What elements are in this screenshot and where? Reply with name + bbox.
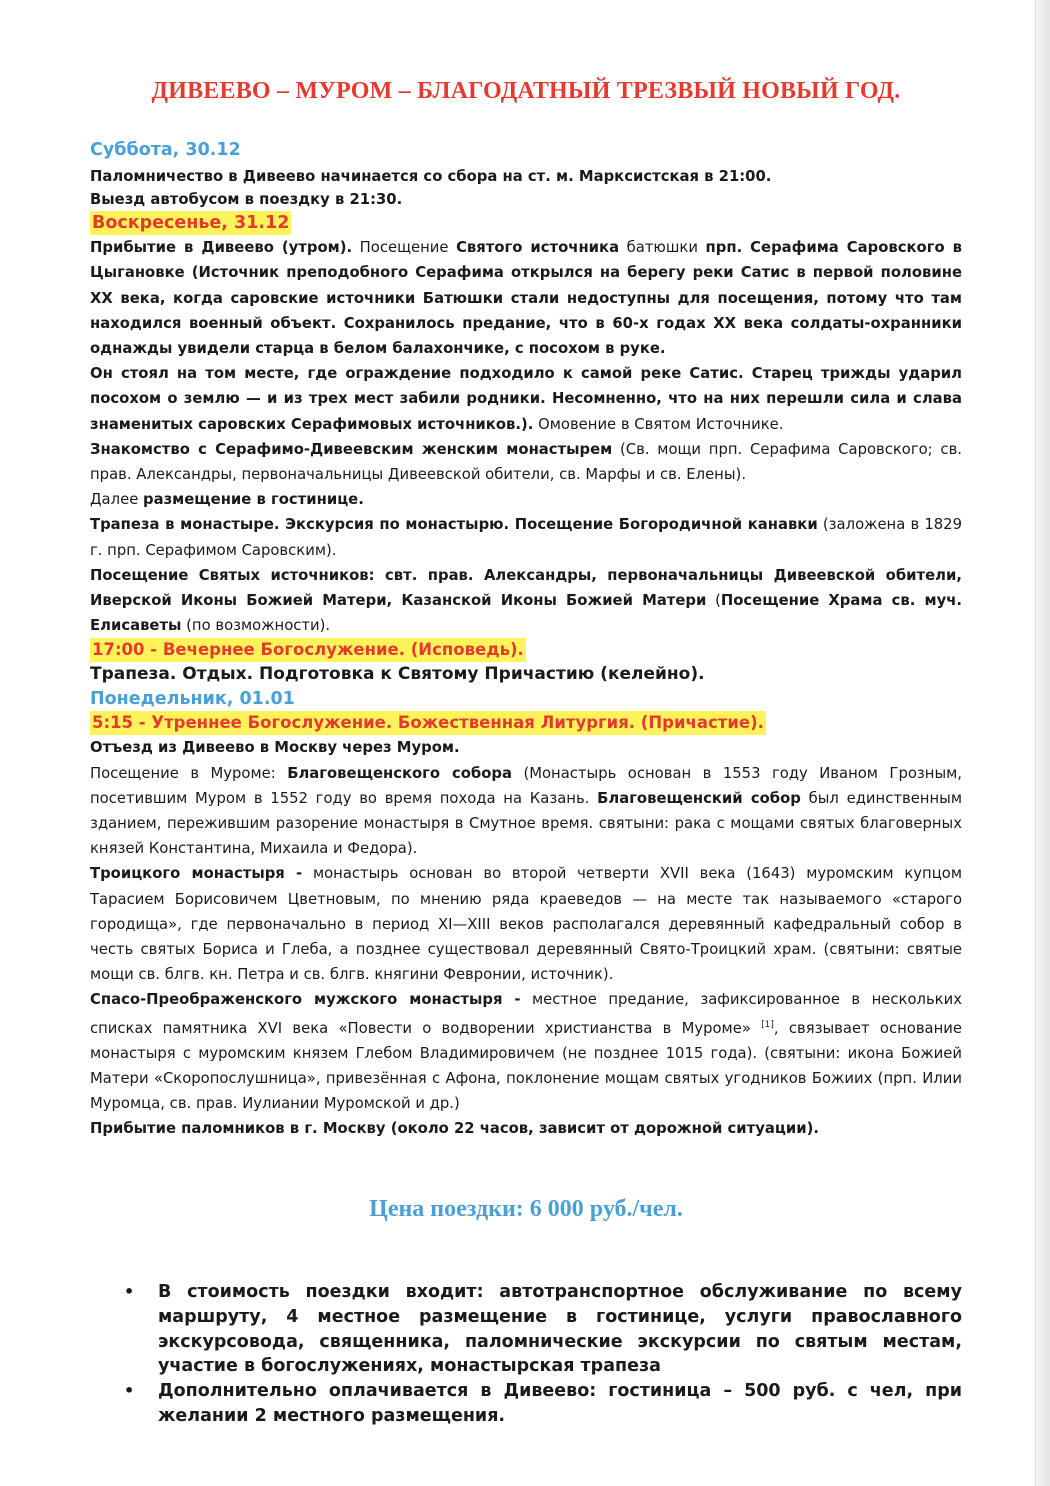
sunday-legend-paragraph [90, 361, 962, 437]
price-details-list [90, 1280, 962, 1429]
sunday-meal-paragraph [90, 512, 962, 562]
annunciation-cathedral: Благовещенского собора [287, 764, 512, 782]
springs-text: Посещение Святых источников: свт. прав. Александры, первоначальницы Дивеевской обители, Иверской Иконы Божией Матери, Казанской Иконы Божией Матери [90, 566, 962, 610]
monastery-visit: Знакомство с Серафимо-Дивеевским женским монастырем [90, 440, 613, 458]
day-heading-sunday: Воскресенье, 31.12 [92, 213, 290, 234]
church-text: Посещение Храма св. муч. Елисаветы [90, 592, 962, 635]
visit-text: Посещение [352, 239, 457, 257]
page-edge [1035, 0, 1050, 1486]
spaso-monastery: Спасо-Преображенского мужского монастыря - [90, 991, 521, 1009]
spaso-history: , связывает основание монастыря с муромским князем Глебом Владимировичем (не позднее 1015 года). (святыни: икона Божией Матери «Скоропослушница», привезённая с Афона, поклонение мощам святых угодников Божиих (прп. Илии Муромца, св. прав. Иулиании Муромской и др.) [90, 1019, 963, 1113]
possibility-text: (по возможности). [181, 617, 331, 635]
list-item-text: Дополнительно оплачивается в Дивеево: гостиница – 500 руб. с чел, при желании 2 местного размещения. [158, 1381, 962, 1426]
paren-open: ( [706, 592, 721, 610]
day-heading-saturday: Суббота, 30.12 [90, 140, 241, 160]
annunciation-cathedral-2: Благовещенский собор [597, 789, 801, 807]
batyushka-text: батюшки [619, 239, 706, 257]
further-text: Далее [90, 491, 143, 509]
murom-visit-text: Посещение в Муроме: [90, 764, 288, 782]
day-heading-monday: Понедельник, 01.01 [90, 689, 295, 710]
list-item [90, 1379, 962, 1429]
arrival-text: Прибытие в Дивеево (утром). [90, 239, 353, 257]
relics-text: (Св. мощи прп. Серафима Саровского; св. прав. Александры, первоначальницы Дивеевской обители, св. Марфы и св. Елены). [90, 440, 962, 484]
page-title: ДИВЕЕВО – МУРОМ – БЛАГОДАТНЫЙ ТРЕЗВЫЙ НОВЫЙ ГОД. [151, 78, 901, 104]
bathing-text: Омовение в Святом Источнике. [533, 415, 784, 433]
bullet-icon: • [124, 1381, 135, 1401]
trip-price: Цена поездки: 6 000 руб./чел. [369, 1196, 683, 1222]
sunday-arrival-paragraph [90, 235, 962, 361]
spaso-legend: местное предание, зафиксированное в нескольких списках памятника XVI века «Повести о водворении христианства в Муроме» [90, 991, 962, 1037]
bullet-icon: • [124, 1282, 135, 1301]
legend-text: Он стоял на том месте, где ограждение подходило к самой реке Сатис. Старец трижды ударил посохом о землю — и из трех мест забили родники. Несомненно, что на них перешли сила и слава знаменитых саровских Серафимовых источников.). [90, 365, 962, 433]
departure-text: Отъезд из Дивеево в Москву через Муром. [90, 739, 460, 757]
murom-annunciation-paragraph [90, 761, 962, 862]
kanavka-text: (заложена в 1829 г. прп. Серафимом Саровским). [90, 516, 963, 559]
trinity-monastery-paragraph [90, 861, 962, 987]
meal-excursion-text: Трапеза в монастыре. Экскурсия по монастырю. Посещение Богородичной канавки [90, 516, 818, 534]
saturday-gathering: Паломничество в Дивеево начинается со сбора на ст. м. Марксистская в 21:00. [90, 168, 772, 185]
footnote-link[interactable]: [1] [761, 1019, 774, 1030]
list-item [90, 1280, 962, 1379]
morning-service: 5:15 - Утреннее Богослужение. Божественная Литургия. (Причастие). [90, 711, 766, 735]
sunday-hotel-paragraph [90, 487, 962, 512]
spring-name: Святого источника [456, 239, 620, 257]
trinity-monastery: Троицкого монастыря - [90, 865, 303, 883]
itinerary [90, 138, 962, 1142]
list-item-text: В стоимость поездки входит: автотранспортное обслуживание по всему маршруту, 4 местное размещение в гостинице, услуги православного экскурсовода, священника, паломнические экскурсии по святым местам, участие в богослужениях, монастырская трапеза [158, 1282, 962, 1377]
sunday-monastery-paragraph [90, 437, 962, 487]
spaso-monastery-paragraph [90, 987, 962, 1116]
trinity-history: монастырь основан во второй четверти XVII века (1643) муромским купцом Тарасием Борисовичем Цветновым, по мнению ряда краеведов — на месте так называемого «старого городища», где первоначально в период XI—XIII веков располагался деревянный кафедральный собор в честь святых Бориса и Глеба, а позднее существовал деревянный Свято-Троицкий храм. (святыни: святые мощи св. блгв. кн. Петра и св. блгв. княгини Февронии, источник). [90, 865, 962, 984]
sunday-springs-paragraph [90, 563, 962, 639]
cathedral-survived-text: был единственным зданием, пережившим разорение монастыря в Смутное время. святыни: рака с мощами святых благоверных князей Константина, Михаила и Федора). [90, 789, 962, 858]
evening-service: 17:00 - Вечернее Богослужение. (Исповедь). [90, 638, 526, 662]
saturday-departure: Выезд автобусом в поездку в 21:30. [90, 191, 403, 209]
hotel-text: размещение в гостинице. [143, 491, 364, 509]
evening-rest: Трапеза. Отдых. Подготовка к Святому Причастию (келейно). [90, 664, 705, 685]
moscow-arrival: Прибытие паломников в г. Москву (около 22 часов, зависит от дорожной ситуации). [90, 1120, 819, 1138]
monastery-founded-text: (Монастырь основан в 1553 году Иваном Грозным, посетившим Муром в 1552 году во время похода на Казань. [90, 764, 962, 807]
spring-story: прп. Серафима Саровского в Цыгановке (Источник преподобного Серафима открылся на берегу реки Сатис в первой половине XX века, когда саровские источники Батюшки стали недоступны для посещения, потому что там находился военный объект. Сохранилось предание, что в 60-х годах XX века солдаты-охранники однажды увидели старца в белом балахончике, с посохом в руке. [90, 239, 962, 358]
